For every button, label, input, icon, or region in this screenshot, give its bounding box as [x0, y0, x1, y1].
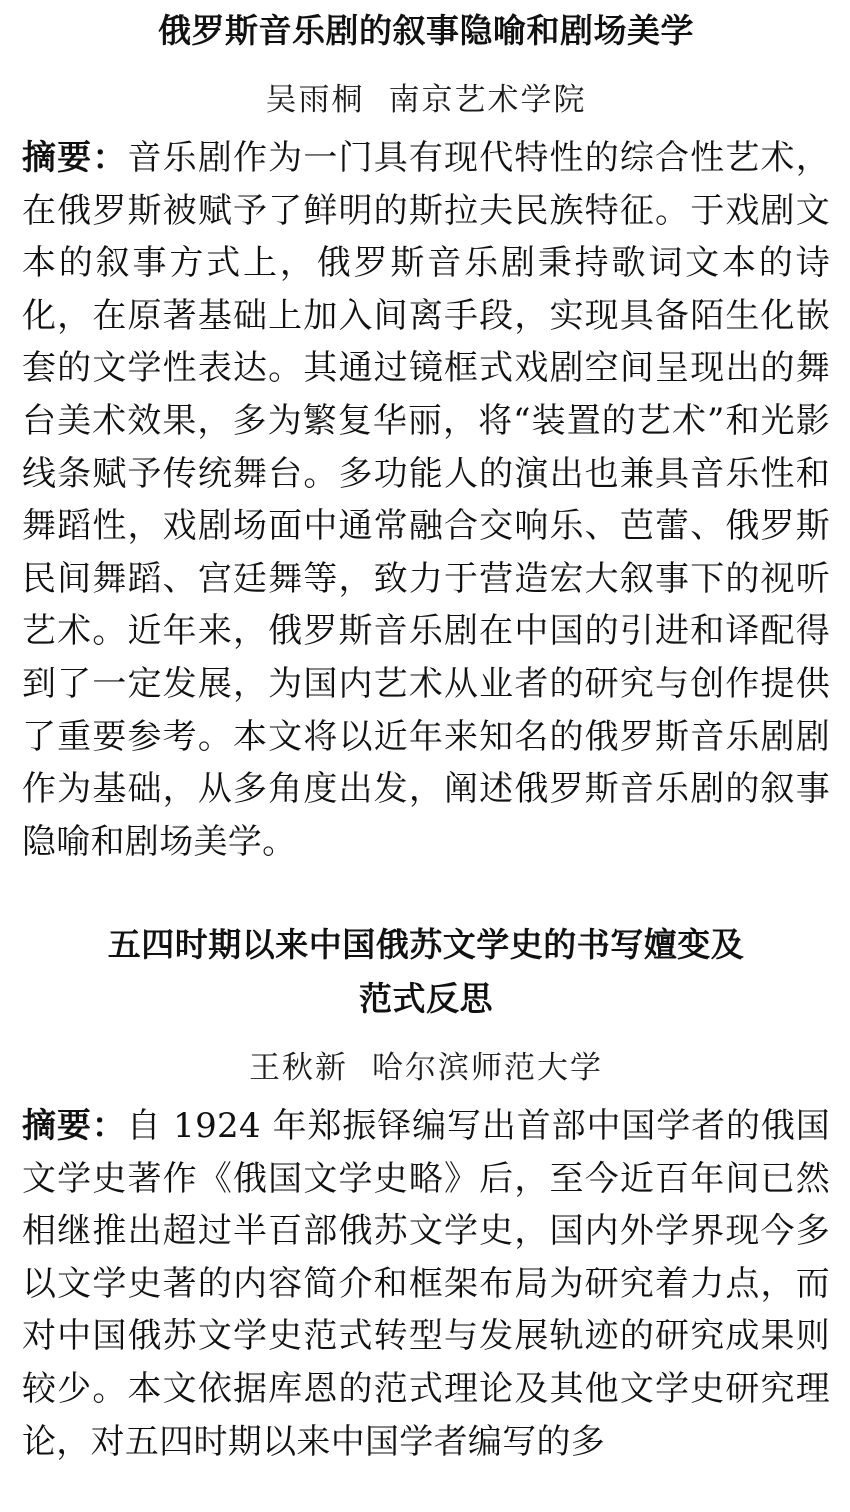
author-line [22, 72, 830, 128]
abstract-text: 自 1924 年郑振铎编写出首部中国学者的俄国文学史著作《俄国文学史略》后，至今近百年间已然相继推出超过半百部俄苏文学史，国内外学界现今多以文学史著的内容简介和框架布局为研究着力点，而对中国俄苏文学史范式转型与发展轨迹的研究成果则较少。本文依据库恩的范式理论及其他文学史研究理论，对五四时期以来中国学者编写的多 [22, 1106, 830, 1462]
article-title [22, 918, 830, 1026]
author-affiliation: 哈尔滨师范大学 [372, 1050, 603, 1086]
abstract-paragraph [22, 132, 830, 868]
author-affiliation: 南京艺术学院 [388, 82, 587, 118]
article-title-line-2: 范式反思 [359, 979, 493, 1018]
abstract-label: 摘要： [22, 1106, 127, 1146]
article-title: 俄罗斯音乐剧的叙事隐喻和剧场美学 [158, 11, 694, 50]
abstract-label: 摘要： [22, 138, 128, 178]
abstract-paragraph [22, 1100, 830, 1468]
author-line [22, 1040, 830, 1096]
article-2 [22, 918, 830, 1502]
article-title-line-1: 五四时期以来中国俄苏文学史的书写嬗变及 [107, 925, 745, 964]
author-name: 吴雨桐 [265, 82, 365, 118]
abstract-text: 音乐剧作为一门具有现代特性的综合性艺术，在俄罗斯被赋予了鲜明的斯拉夫民族特征。于戏剧文本的叙事方式上，俄罗斯音乐剧秉持歌词文本的诗化，在原著基础上加入间离手段，实现具备陌生化嵌套的文学性表达。其通过镜框式戏剧空间呈现出的舞台美术效果，多为繁复华丽，将“装置的艺术”和光影线条赋予传统舞台。多功能人的演出也兼具音乐性和舞蹈性，戏剧场面中通常融合交响乐、芭蕾、俄罗斯民间舞蹈、宫廷舞等，致力于营造宏大叙事下的视听艺术。近年来，俄罗斯音乐剧在中国的引进和译配得到了一定发展，为国内艺术从业者的研究与创作提供了重要参考。本文将以近年来知名的俄罗斯音乐剧剧作为基础，从多角度出发，阐述俄罗斯音乐剧的叙事隐喻和剧场美学。 [22, 138, 831, 862]
article-1 [22, 0, 830, 902]
author-name: 王秋新 [249, 1050, 348, 1086]
